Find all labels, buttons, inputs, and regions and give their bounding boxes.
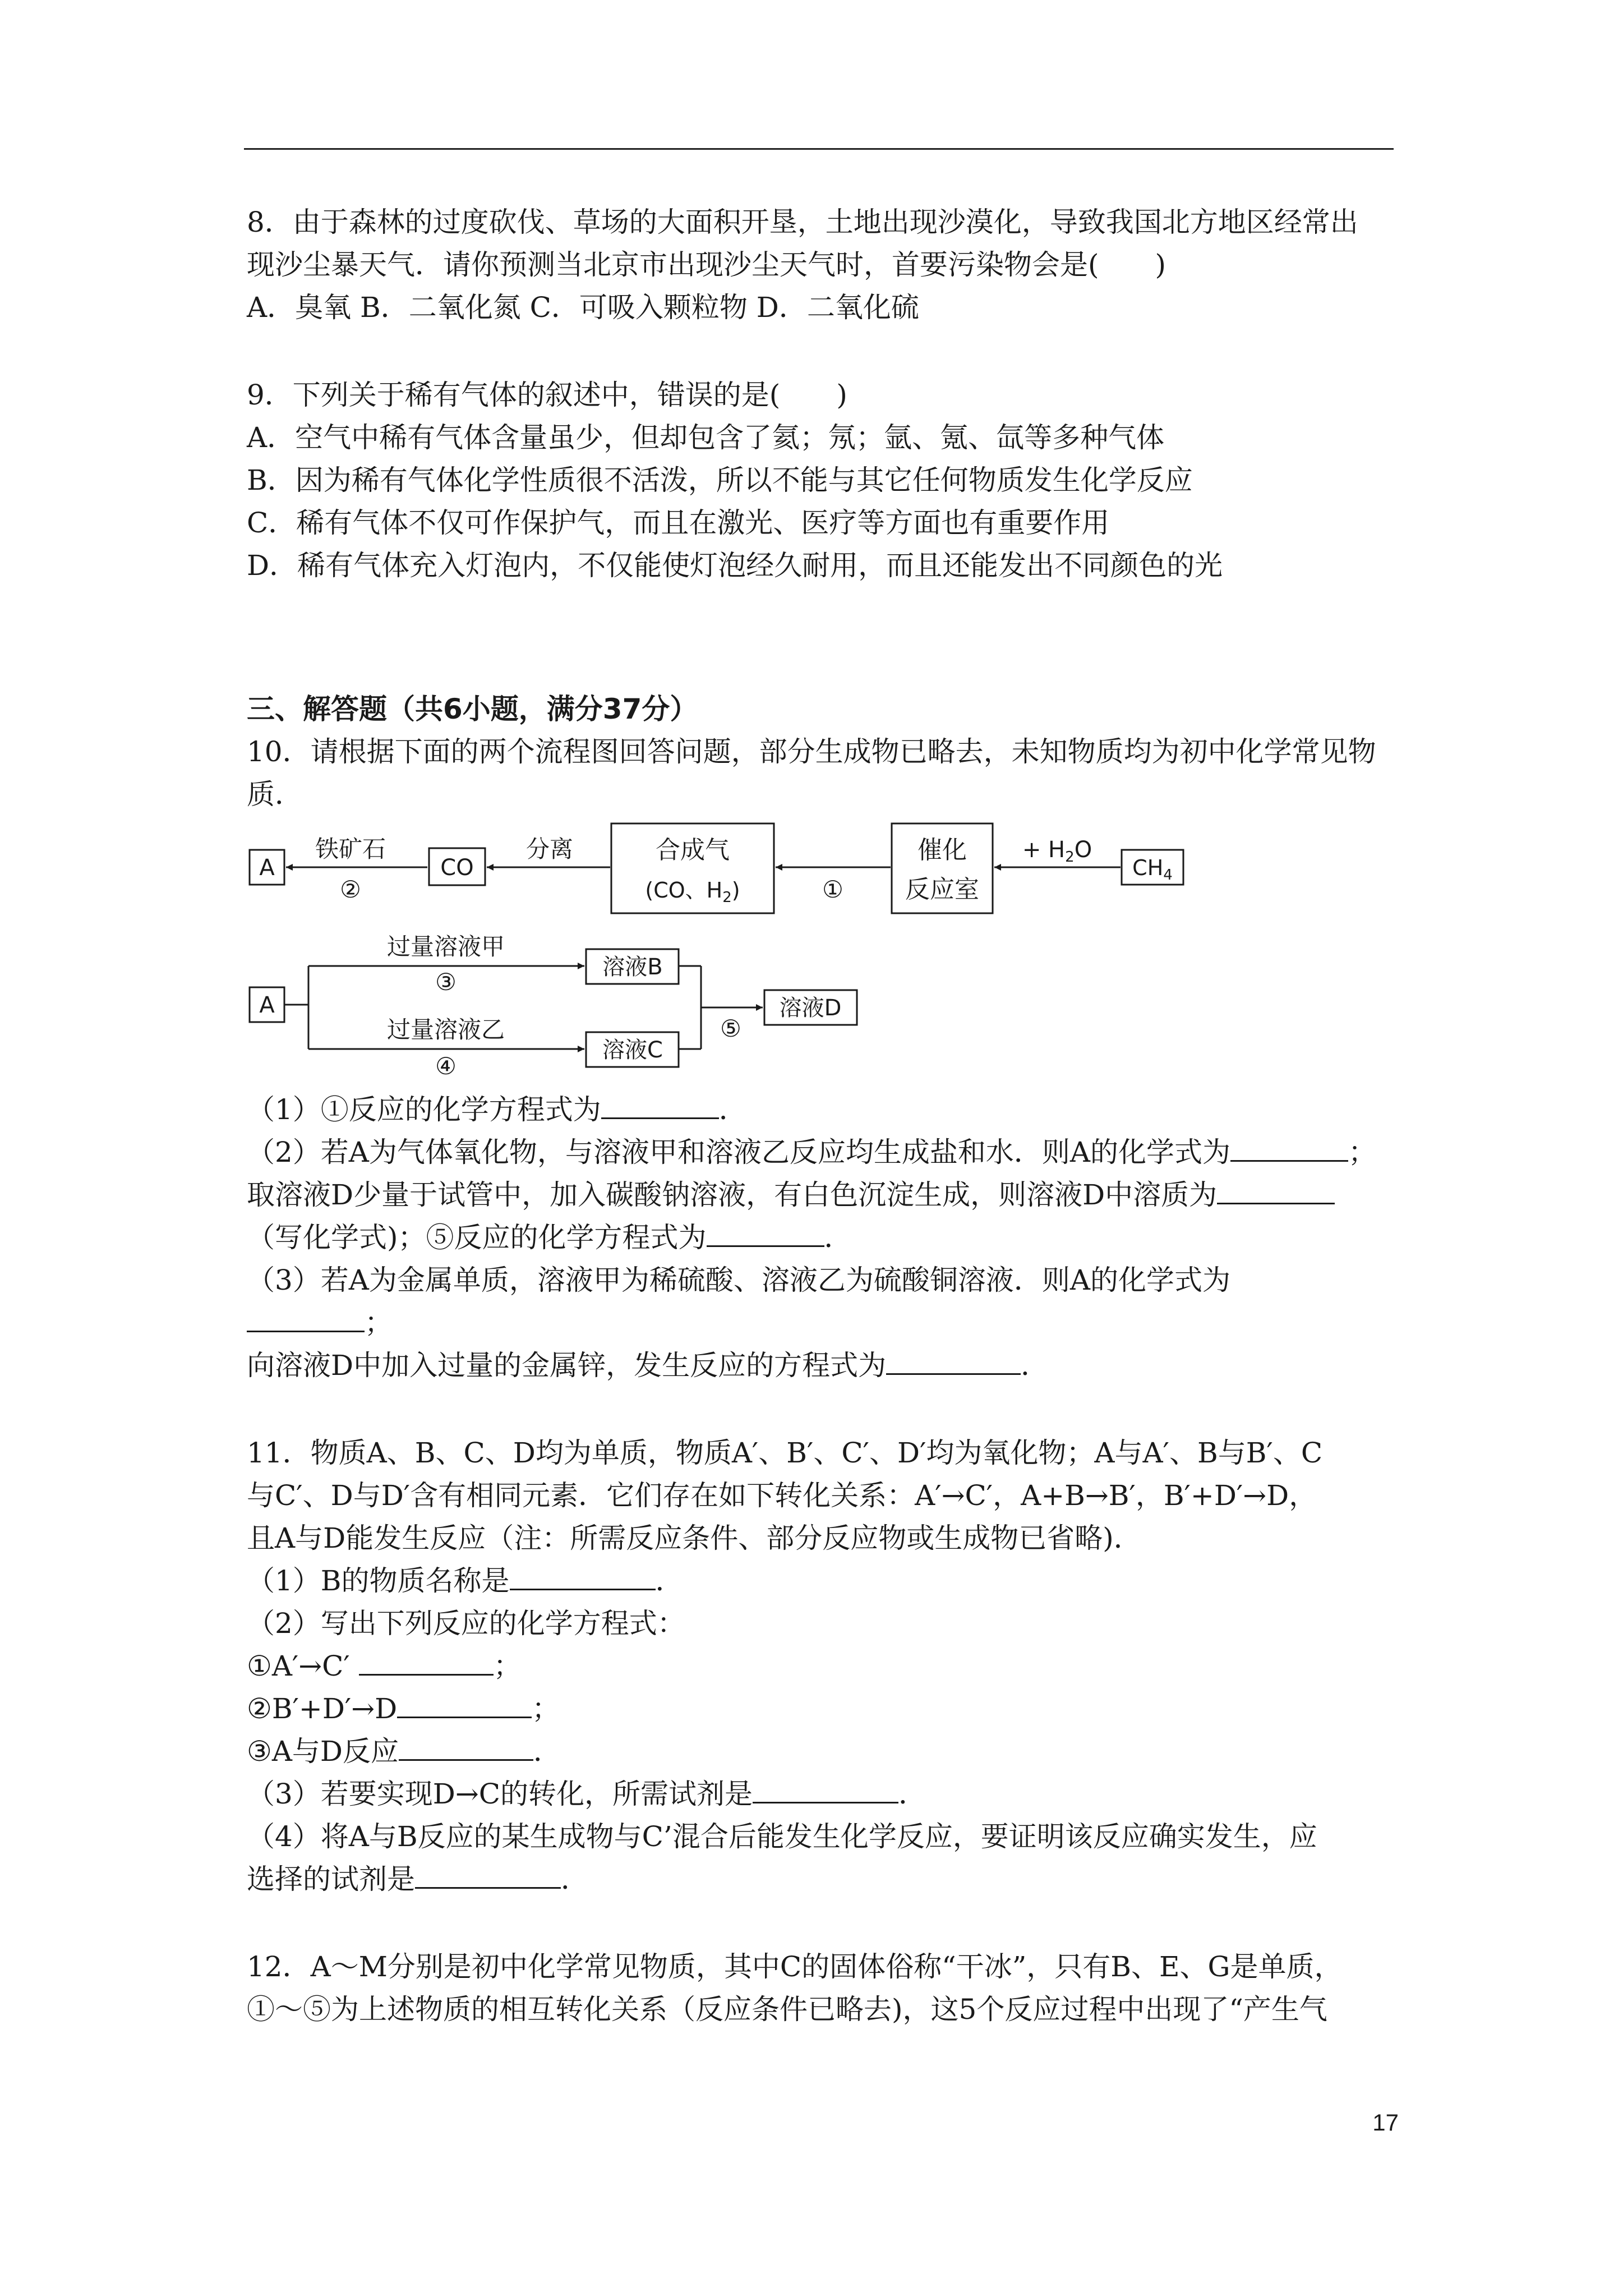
label-step3: ③ — [435, 968, 457, 996]
q10-part3-line2: ； — [247, 1301, 1391, 1344]
label-iron-ore: 铁矿石 — [315, 835, 386, 863]
answer-blank — [399, 1733, 533, 1761]
q11-part3: （3）若要实现D→C的转化，所需试剂是 ． — [247, 1773, 1391, 1815]
label-syngas: 合成气 — [656, 836, 730, 864]
q10-part3-line1: （3）若A为金属单质，溶液甲为稀硫酸、溶液乙为硫酸铜溶液．则A的化学式为 — [247, 1264, 1231, 1296]
label-step4: ④ — [435, 1052, 457, 1080]
flow-diagram-svg-far — [247, 819, 1391, 1083]
answer-blank — [415, 1861, 561, 1889]
label-catalytic-2: 反应室 — [905, 875, 979, 904]
q11-line3: 且A与D能发生反应（注：所需反应条件、部分反应物或生成物已省略)． — [247, 1522, 1142, 1554]
q10-line2: 质． — [247, 778, 303, 811]
answer-blank — [359, 1648, 494, 1676]
label-excess-yi: 过量溶液乙 — [386, 1016, 505, 1043]
label-water: + $H_2O$ — [1022, 837, 1092, 866]
answer-blank — [510, 1563, 656, 1590]
label-excess-jia: 过量溶液甲 — [386, 933, 505, 960]
q10-part2-line1: （2）若A为气体氧化物，与溶液甲和溶液乙反应均生成盐和水．则A的化学式为 ； — [247, 1131, 1391, 1174]
q11-part2: （2）写出下列反应的化学方程式： — [247, 1607, 685, 1640]
q11-part4-line2: 选择的试剂是 ． — [247, 1858, 1391, 1901]
q9-option-b: B．因为稀有气体化学性质很不活泼，所以不能与其它任何物质发生化学反应 — [247, 464, 1193, 496]
answer-blank — [247, 1305, 365, 1332]
answer-blank — [886, 1347, 1021, 1375]
label-step1: ① — [822, 876, 843, 903]
label-catalytic-1: 催化 — [917, 836, 967, 864]
label-sol-d: 溶液D — [779, 995, 842, 1021]
section-heading: 三、解答题（共6小题，满分37分） — [247, 693, 698, 725]
q9-option-a: A．空气中稀有气体含量虽少，但却包含了氦；氖；氩、氪、氙等多种气体 — [247, 421, 1165, 454]
q11-reaction2: ②B′+D′→D ； — [247, 1687, 1391, 1730]
label-step2: ② — [340, 876, 361, 903]
answer-blank — [707, 1220, 824, 1247]
q10-line1: 10．请根据下面的两个流程图回答问题，部分生成物已略去，未知物质均为初中化学常见物 — [247, 735, 1376, 768]
q11-line1: 11．物质A、B、C、D均为单质，物质A′、B′、C′、D′均为氧化物；A与A′、B与B′、C — [247, 1437, 1323, 1469]
q11-part1: （1）B的物质名称是 ． — [247, 1559, 1391, 1602]
answer-blank — [601, 1092, 719, 1119]
q11-reaction3: ③A与D反应 ． — [247, 1730, 1391, 1773]
q12-line1: 12．A～M分别是初中化学常见物质，其中C的固体俗称“干冰”，只有B、E、G是单质， — [247, 1950, 1343, 1983]
answer-blank — [1217, 1177, 1335, 1204]
label-ch4: $CH_4$ — [1132, 855, 1173, 884]
q9-option-d: D．稀有气体充入灯泡内，不仅能使灯泡经久耐用，而且还能发出不同颜色的光 — [247, 549, 1223, 582]
label-sol-b: 溶液B — [602, 954, 663, 980]
label-step5: ⑤ — [720, 1015, 741, 1042]
q8-options: A．臭氧 B．二氧化氮 C．可吸入颗粒物 D．二氧化硫 — [247, 291, 919, 324]
flow-diagram — [247, 819, 1391, 1083]
q8-line1: 8．由于森林的过度砍伐、草场的大面积开垦，土地出现沙漠化，导致我国北方地区经常出 — [247, 206, 1358, 238]
page-content — [247, 201, 1391, 2031]
q11-reaction1: ①A′→C′ ； — [247, 1645, 1391, 1687]
answer-blank — [397, 1691, 532, 1718]
label-sol-c: 溶液C — [602, 1037, 663, 1063]
page-number: 17 — [1372, 2109, 1399, 2136]
label-co: CO — [440, 855, 474, 881]
label-syngas-sub: (CO、$H_2$) — [645, 878, 740, 906]
q9-option-c: C．稀有气体不仅可作保护气，而且在激光、医疗等方面也有重要作用 — [247, 507, 1110, 539]
answer-blank — [753, 1776, 898, 1803]
label-a-2: A — [259, 992, 275, 1018]
label-separate: 分离 — [525, 835, 574, 863]
q9-stem: 9．下列关于稀有气体的叙述中，错误的是( ) — [247, 379, 847, 411]
q10-part2-line2: 取溶液D少量于试管中，加入碳酸钠溶液，有白色沉淀生成，则溶液D中溶质为 — [247, 1174, 1391, 1216]
q10-part3-line3: 向溶液D中加入过量的金属锌，发生反应的方程式为 ． — [247, 1344, 1391, 1387]
q12-line2: ①～⑤为上述物质的相互转化关系（反应条件已略去)，这5个反应过程中出现了“产生气 — [247, 1993, 1327, 2026]
q10-part2-line3: （写化学式)；⑤反应的化学方程式为 ． — [247, 1216, 1391, 1259]
answer-blank — [1230, 1134, 1348, 1162]
q11-line2: 与C′、D与D′含有相同元素．它们存在如下转化关系：A′→C′，A+B→B′，B′+D′→D， — [247, 1479, 1317, 1512]
label-a-1: A — [259, 855, 275, 881]
q10-part1: （1）①反应的化学方程式为 ． — [247, 1088, 1391, 1131]
q11-part4-line1: （4）将A与B反应的某生成物与C’混合后能发生化学反应，要证明该反应确实发生，应 — [247, 1820, 1317, 1853]
q8-line2: 现沙尘暴天气．请你预测当北京市出现沙尘天气时，首要污染物会是( ) — [247, 249, 1166, 281]
header-rule — [244, 148, 1394, 150]
